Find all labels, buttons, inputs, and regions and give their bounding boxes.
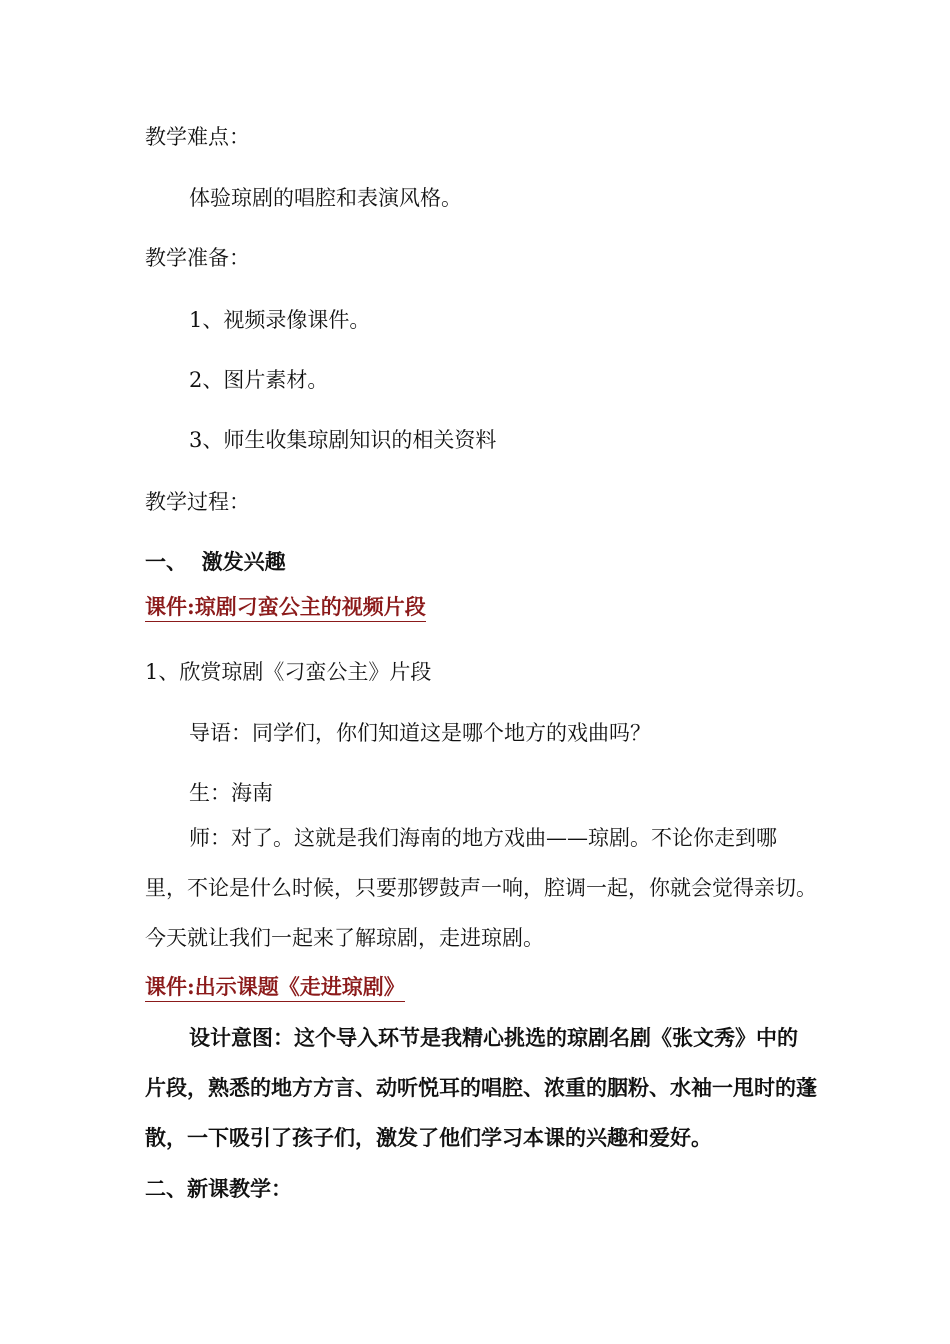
prep-heading: 教学准备： xyxy=(145,246,250,270)
courseware-text-2: 课件:出示课题《走进琼剧》 xyxy=(145,974,405,1002)
prep-item-2: 2、图片素材。 xyxy=(189,368,329,392)
courseware-text-1: 课件:琼剧刁蛮公主的视频片段 xyxy=(145,594,426,622)
section2-heading: 二、新课教学： xyxy=(145,1176,292,1201)
courseware-label-2 xyxy=(145,972,405,1002)
lead-in: 导语：同学们，你们知道这是哪个地方的戏曲吗？ xyxy=(189,721,651,745)
teacher-paragraph: 师：对了。这就是我们海南的地方戏曲——琼剧。不论你走到哪里，不论是什么时候，只要那锣鼓声一响，腔调一起，你就会觉得亲切。今天就让我们一起来了解琼剧，走进琼剧。 xyxy=(145,826,817,950)
difficulty-text: 体验琼剧的唱腔和表演风格。 xyxy=(189,186,462,210)
section1-heading: 一、 激发兴趣 xyxy=(145,549,286,574)
prep-item-3: 3、师生收集琼剧知识的相关资料 xyxy=(189,428,497,452)
prep-item-1: 1、视频录像课件。 xyxy=(189,308,371,332)
courseware-label-1 xyxy=(145,592,426,622)
student-reply: 生：海南 xyxy=(189,781,273,805)
process-heading: 教学过程： xyxy=(145,490,250,514)
step1-title: 1、欣赏琼剧《刁蛮公主》片段 xyxy=(145,660,432,684)
difficulty-heading: 教学难点： xyxy=(145,125,250,149)
design-intent-paragraph: 设计意图：这个导入环节是我精心挑选的琼剧名剧《张文秀》中的片段，熟悉的地方方言、动听悦耳的唱腔、浓重的胭粉、水袖一甩时的蓬散，一下吸引了孩子们，激发了他们学习本课的兴趣和爱好。 xyxy=(145,1025,817,1150)
